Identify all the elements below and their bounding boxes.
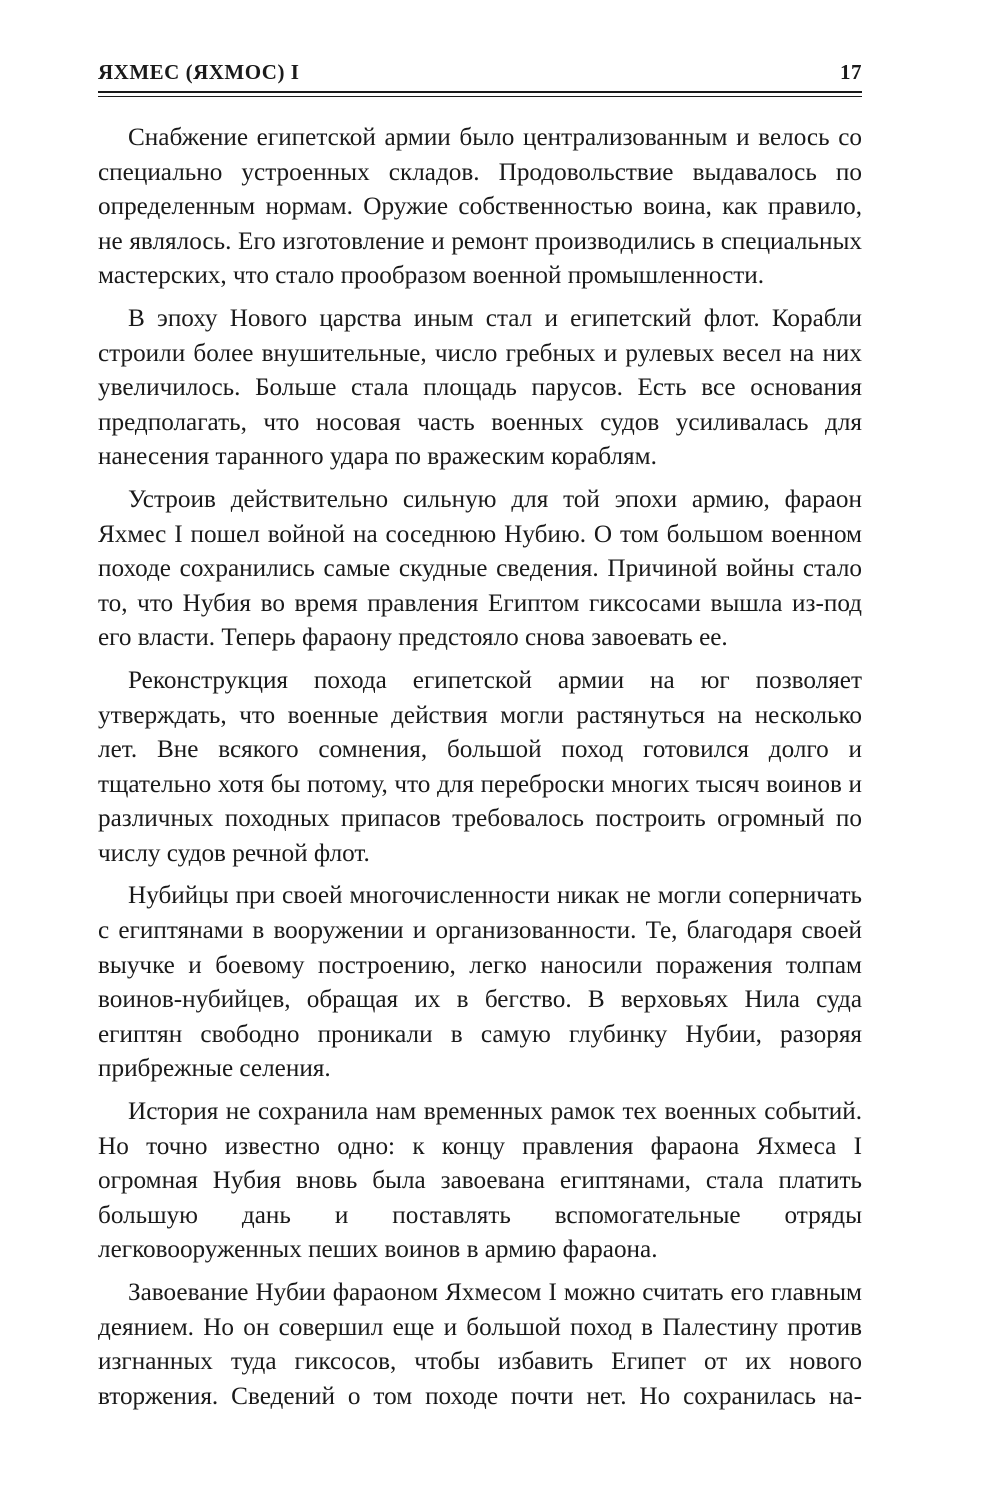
paragraph: Завоевание Нубии фараоном Яхмесом I можно считать его главным деянием. Но он совершил еще и большой поход в Палестину против изгнанных туда гиксосов, чтобы избавить Египет от их нового вторжения. Сведений о том походе почти нет. Но сохранилась на- — [98, 1279, 862, 1410]
chapter-title: ЯХМЕС (ЯХМОС) I — [98, 60, 300, 84]
paragraph: Реконструкция похода египетской армии на юг позволяет утверждать, что военные действия могли растянуться на несколько лет. Вне всякого сомнения, большой поход готовился долго и тщательно хотя бы потому, что для переброски многих тысяч воинов и различных походных припасов требовалось построить огромный по числу судов речной флот. — [98, 666, 862, 867]
running-header — [98, 60, 862, 91]
book-page — [98, 60, 862, 1422]
paragraph: История не сохранила нам временных рамок тех военных событий. Но точно известно одно: к концу правления фараона Яхмеса I огромная Нубия вновь была завоевана египтянами, стала платить большую дань и поставлять вспомогательные отряды легковооруженных пеших воинов в армию фараона. — [98, 1098, 862, 1264]
page-number: 17 — [840, 60, 862, 84]
header-rule-thin — [98, 96, 862, 97]
paragraph: Снабжение египетской армии было централизованным и велось со специально устроенных складов. Продовольствие выдавалось по определенным нормам. Оружие собственностью воина, как правило, не являлось. Его изготовление и ремонт производились в специальных мастерских, что стало прообразом военной промышленности. — [98, 124, 862, 290]
body-text — [98, 121, 862, 1414]
paragraph: В эпоху Нового царства иным стал и египетский флот. Корабли строили более внушительные, число гребных и рулевых весел на них увеличилось. Больше стала площадь парусов. Есть все основания предполагать, что носовая часть военных судов усиливалась для нанесения таранного удара по вражеским кораблям. — [98, 304, 862, 471]
paragraph: Устроив действительно сильную для той эпохи армию, фараон Яхмес I пошел войной на соседнюю Нубию. О том большом военном походе сохранились самые скудные сведения. Причиной войны стало то, что Нубия во время правления Египтом гиксосами вышла из-под его власти. Теперь фараону предстояло снова завоевать ее. — [98, 485, 862, 652]
header-rule-thick — [98, 91, 862, 93]
paragraph: Нубийцы при своей многочисленности никак не могли соперничать с египтянами в вооружении и организованности. Те, благодаря своей выучке и боевому построению, легко наносили поражения толпам воинов-нубийцев, обращая их в бегство. В верховьях Нила суда египтян свободно проникали в самую глубинку Нубии, разоряя прибрежные селения. — [98, 882, 862, 1083]
